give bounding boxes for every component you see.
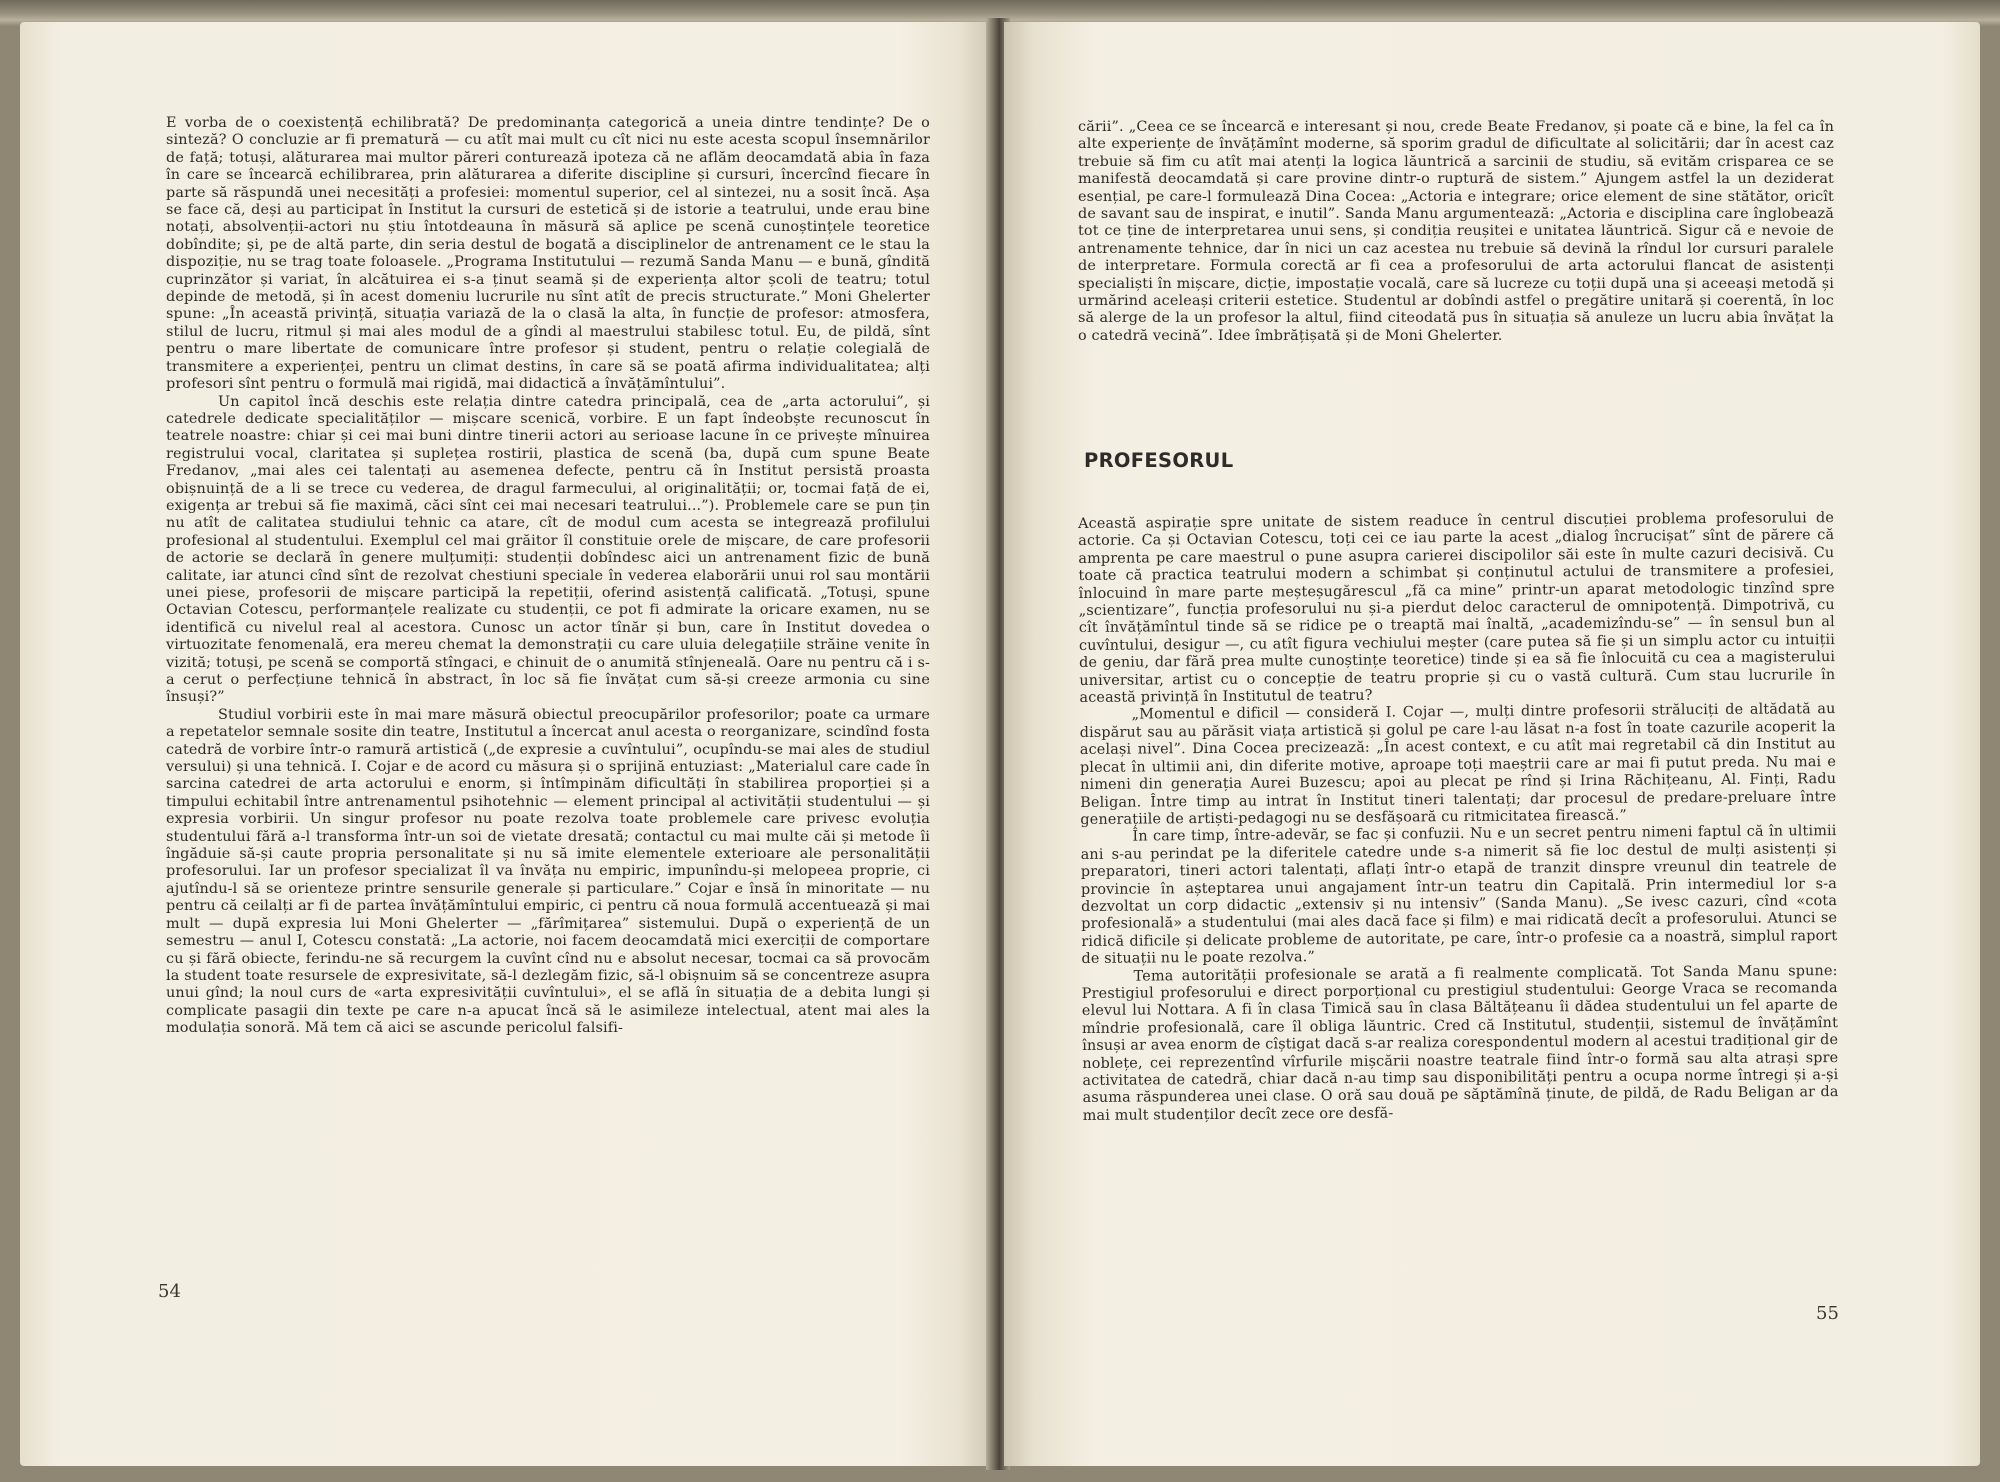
left-page (20, 22, 992, 1466)
paragraph: cării”. „Ceea ce se încearcă e interesant și nou, crede Beate Fredanov, și poate că e bine, la fel ca în alte experiențe de învățămînt moderne, să sporim gradul de dificultate al solicitării; dar în acest caz trebuie să fim cu atît mai atenți la logica lăuntrică a sarcinii de studiu, să evităm crisparea ce se manifestă deocamdată și care provine dintr-o ruptură de sistem.” Ajungem astfel la un deziderat esențial, pe care-l formulează Dina Cocea: „Actoria e integrare; orice element de sine stătător, oricît de savant sau de inspirat, e inutil”. Sanda Manu argumentează: „Actoria e disciplina care înglobează tot ce ține de interpretarea unui sens, și condiția reușitei e unitatea lăuntrică. Sigur că e nevoie de antrenamente tehnice, dar în nici un caz acestea nu trebuie să devină la rîndul lor cursuri paralele de interpretare. Formula corectă ar fi cea a profesorului de arta actorului flancat de asistenți specialiști în mișcare, dicție, impostație vocală, care să lucreze cu toții după una și aceeași metodă și urmărind aceleași criterii estetice. Studentul ar dobîndi astfel o pregătire unitară și coerentă, în loc să alerge de la un profesor la altul, fiind citeodată pus în situația să anuleze un lucru abia învățat la o catedră vecină”. Idee îmbrățișată și de Moni Ghelerter. (1078, 119, 1834, 344)
paragraph: În care timp, între-adevăr, se fac și confuzii. Nu e un secret pentru nimeni faptul că în ultimii ani s-au perindat pe la diferitele catedre unde s-a nimerit să fie loc destul de mulți asistenți și preparatori, tineri actori talentați, aflați într-o etapă de tranzit dinspre vreunul din teatrele de provincie în așteptarea unui angajament într-un teatru din Capitală. Prin intermediul lor s-a dezvoltat un corp didactic „extensiv și nu intensiv” (Sanda Manu). „Se ivesc cazuri, cînd «cota profesională» a studentului (mai ales dacă face și film) e mai ridicată decît a profesorului. Atunci se ridică dificile și delicate probleme de autoritate, pe care, într-o profesie ca a noastră, simplul raport de situații nu le poate rezolva.” (1080, 823, 1838, 968)
paragraph: Tema autorității profesionale se arată a fi realmente complicată. Tot Sanda Manu spune: Prestigiul profesorului e direct porporțional cu prestigiul studentului: George Vraca se recomanda elevul lui Nottara. A fi în clasa Timică sau în clasa Băltățeanu îi dădea studentului un fel aparte de mîndrie profesională, care îl obliga lăuntric. Cred că Institutul, studenții, sistemul de învățămînt însuși ar avea enorm de cîștigat dacă s-ar realiza corespondentul modern al acestui tradițional gir de noblețe, cei reprezentînd vîrfurile mișcării noastre teatrale fiind într-o formă sau alta atrași spre activitatea de catedră, chiar dacă n-au timp sau disponibilități pentru a ocupa norme întregi și a-și asuma răspunderea unei clase. O oră sau două pe săptămînă ținute, de pildă, de Radu Beligan ar da mai mult studenților decît zece ore desfă- (1081, 962, 1839, 1124)
right-page-bottom-text (1078, 510, 1839, 1125)
section-heading: PROFESORUL (1084, 449, 1234, 472)
right-page-top-text (1078, 119, 1834, 345)
page-number: 55 (1816, 1303, 1839, 1324)
left-page-text (166, 115, 930, 1038)
page-number: 54 (158, 1281, 181, 1302)
right-page (1004, 22, 1980, 1466)
paragraph: „Momentul e dificil — consideră I. Cojar —, mulți dintre profesorii străluciți de altădată au dispărut sau au părăsit viața artistică și golul pe care l-au lăsat n-a fost în toate cazurile acoperit la același nivel”. Dina Cocea precizează: „În acest context, e cu atît mai regretabil că din Institut au plecat în ultimii ani, din diferite motive, aproape toți maeștrii care ar mai fi putut preda. Nu mai e nimeni din generația Aurei Buzescu; apoi au plecat pe rînd și Irina Răchițeanu, Al. Finți, Radu Beligan. Între timp au intrat în Institut tineri talentați; dar procesul de predare-preluare între generațiile de artiști-pedagogi nu se desfășoară cu ritmicitatea firească.” (1079, 701, 1837, 828)
paragraph: Un capitol încă deschis este relația dintre catedra principală, cea de „arta actorului”, și catedrele dedicate specialităților — mișcare scenică, vorbire. E un fapt îndeobște recunoscut în teatrele noastre: chiar și cei mai buni dintre tinerii actori au serioase lacune în ce privește mînuirea registrului vocal, claritatea și suplețea rostirii, plastica de scenă (ba, după cum spune Beate Fredanov, „mai ales cei talentați au asemenea defecte, pentru că în Institut persistă proasta obișnuință de a li se trece cu vederea, de dragul farmecului, al originalității; or, tocmai față de ei, exigența ar trebui să fie maximă, căci sînt cei mai necesari teatrului...”). Problemele care se pun țin nu atît de calitatea studiului tehnic ca atare, cît de modul cum acesta se integrează profilului profesional al studentului. Exemplul cel mai grăitor îl constituie orele de mișcare, de care profesorii de actorie se declară în genere mulțumiți: studenții dobîndesc aici un antrenament fizic de bună calitate, iar atunci cînd sînt de rezolvat chestiuni speciale în vederea elaborării unui rol sau montării unei piese, profesorii de mișcare participă la repetiții, oferind asistență calificată. „Totuși, spune Octavian Cotescu, performanțele realizate cu studenții, ce pot fi admirate la oricare examen, nu se identifică cu nivelul real al acestora. Cunosc un actor tînăr și bun, care în Institut dovedea o virtuozitate fenomenală, era mereu chemat la demonstrații cu care uluia delegațiile străine venite în vizită; totuși, pe scenă se comportă stîngaci, e chinuit de o anumită stînjeneală. Oare nu pentru că i s-a cerut o perfecțiune tehnică în abstract, în loc să fie învățat cum să-și creeze armonia cu sine însuși?” (166, 393, 930, 706)
paragraph: E vorba de o coexistență echilibrată? De predominanța categorică a uneia dintre tendințe? De o sinteză? O concluzie ar fi prematură — cu atît mai mult cu cît nici nu este acesta scopul însemnărilor de față; totuși, alăturarea mai multor păreri conturează ipoteza că ne aflăm deocamdată abia în faza în care se încearcă echilibrarea, prin alăturarea a diferite discipline și cursuri, încercînd fiecare în parte să răspundă unei necesități a profesiei: momentul superior, cel al sintezei, nu a sosit încă. Așa se face că, deși au participat în Institut la cursuri de estetică și de istorie a teatrului, unde erau bine notați, absolvenții-actori nu știu întotdeauna în măsură să aplice pe scenă cunoștințele teoretice dobîndite; și, pe de altă parte, din seria destul de bogată a disciplinelor de antrenament ce le stau la dispoziție, nu se trag toate foloasele. „Programa Institutului — rezumă Sanda Manu — e bună, gîndită cuprinzător și variat, în alcătuirea ei s-a ținut seamă și de experiența altor școli de teatru; totul depinde de metodă, și în acest domeniu lucrurile nu sînt atît de precis structurate.” Moni Ghelerter spune: „În această privință, situația variază de la o clasă la alta, în funcție de profesor: atmosfera, stilul de lucru, ritmul și mai ales modul de a gîndi al maestrului stabilesc totul. Eu, de pildă, sînt pentru o mare libertate de comunicare între profesor și student, pentru o relație colegială de transmitere a experienței, pentru un climat destins, în care să se poată afirma individualitatea; alți profesori sînt pentru o formulă mai rigidă, mai didactică a învățămîntului”. (166, 115, 930, 393)
paragraph: Această aspirație spre unitate de sistem readuce în centrul discuției problema profesorului de actorie. Ca și Octavian Cotescu, toți cei ce iau parte la acest „dialog încrucișat” sînt de părere că amprenta pe care maestrul o pune asupra carierei discipolilor săi este în multe cazuri decisivă. Cu toate că practica teatrului modern a schimbat și conținutul actului de transmitere a profesiei, înlocuind în mare parte meșteșugărescul „fă ca mine” printr-un aparat metodologic tinzînd spre „scientizare”, funcția profesorului nu și-a pierdut deloc caracterul de omnipotență. Dimpotrivă, cu cît învățămîntul tinde să se ridice pe o treaptă mai înaltă, „academizîndu-se” — în sensul bun al cuvîntului, desigur —, cu atît figura vechiului meșter (care putea să fie și un simplu actor cu intuiții de geniu, dar fără prea multe cunoștințe teoretice) tinde și ea să fie înlocuită cu cea a magisterului universitar, artist cu o concepție de teatru proprie și cu o vastă cultură. Cum stau lucrurile în această privință în Institutul de teatru? (1078, 510, 1836, 707)
paragraph: Studiul vorbirii este în mai mare măsură obiectul preocupărilor profesorilor; poate ca urmare a repetatelor semnale sosite din teatre, Institutul a încercat anul acesta o reorganizare, scindînd fosta catedră de vorbire într-o ramură artistică („de expresie a cuvîntului”, ocupîndu-se mai ales de studiul versului) și una tehnică. I. Cojar e de acord cu măsura și o sprijină entuziast: „Materialul care cade în sarcina catedrei de arta actorului e enorm, și întîmpinăm dificultăți în stabilirea proporției și a timpului echitabil între antrenamentul psihotehnic — element principal al activității studentului — și expresia vorbirii. Un singur profesor nu poate rezolva toate problemele care privesc evoluția studentului fără a-l transforma într-un soi de vietate dresată; contactul cu mai multe căi și metode îi îngăduie să-și caute propria personalitate și nu să imite elementele exterioare ale personalității profesorului. Iar un profesor specializat îl va învăța nu empiric, impunîndu-și melopeea proprie, ci ajutîndu-l să se orienteze printre sensurile generale și particulare.” Cojar e însă în minoritate — nu pentru că ceilalți ar fi de partea învățămîntului empiric, ci pentru că noua formulă accentuează și mai mult — după expresia lui Moni Ghelerter — „fărîmițarea” sistemului. După o experiență de un semestru — anul I, Cotescu constată: „La actorie, noi facem deocamdată mici exerciții de comportare cu și fără obiecte, ferindu-ne să recurgem la cuvînt cînd nu e absolut necesar, tocmai ca să provocăm la student toate resursele de expresivitate, să-l dezlegăm fizic, să-l obișnuim să se concentreze asupra unui gînd; la noul curs de «arta expresivității cuvîntului», el se află în situația de a debita lungi și complicate pasagii din texte pe care n-a apucat încă să le asimileze intelectual, atent mai ales la modulația sonoră. Mă tem că aici se ascunde pericolul falsifi- (166, 706, 930, 1037)
